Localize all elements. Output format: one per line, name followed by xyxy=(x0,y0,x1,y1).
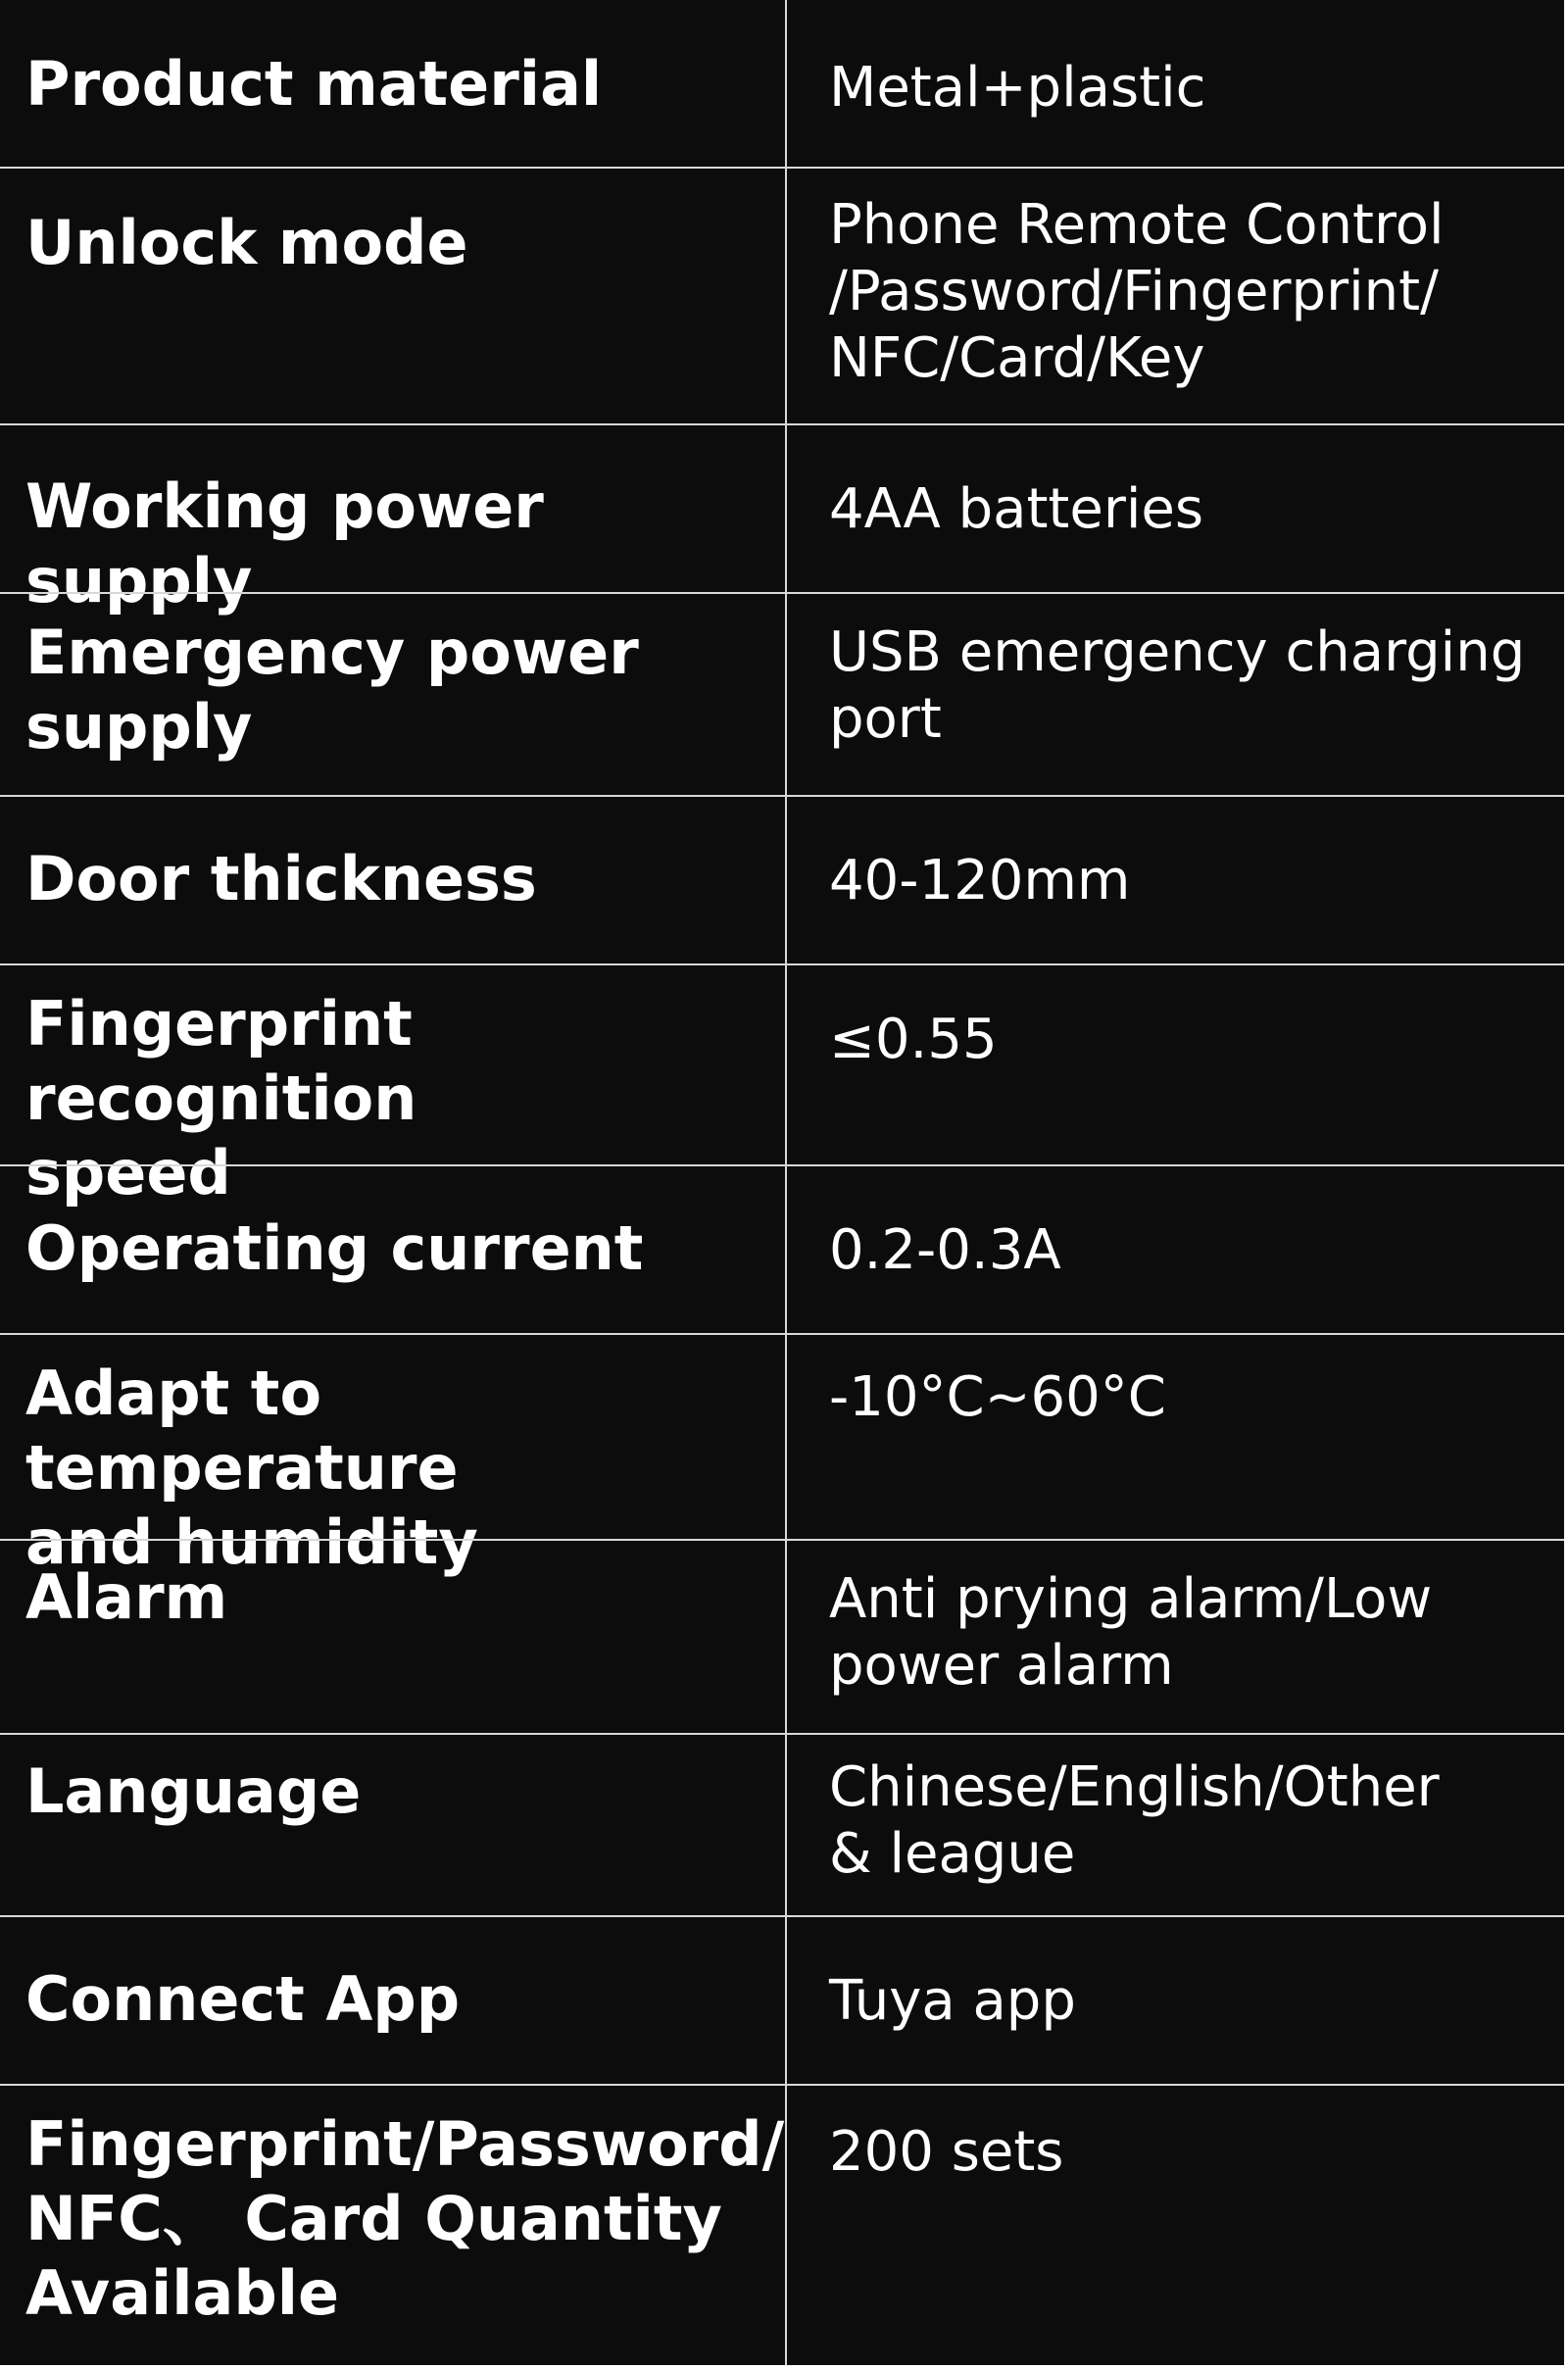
spec-label: Alarm xyxy=(25,1561,228,1633)
spec-row-product-material xyxy=(0,0,1564,167)
spec-label: Fingerprint/Password/ NFC、 Card Quantity Available xyxy=(25,2108,785,2329)
spec-value: Anti prying alarm/Low power alarm xyxy=(829,1567,1433,1698)
spec-row-operating-current xyxy=(0,1164,1564,1333)
spec-value: USB emergency charging port xyxy=(829,620,1526,751)
spec-label: Emergency power supply xyxy=(25,617,639,763)
spec-value: Chinese/English/Other & league xyxy=(829,1755,1440,1886)
spec-label: Working power supply xyxy=(25,470,544,617)
spec-row-fingerprint-speed xyxy=(0,963,1564,1209)
spec-value: 40-120mm xyxy=(829,849,1131,913)
spec-row-unlock-mode xyxy=(0,167,1564,423)
spec-label: Operating current xyxy=(25,1212,644,1284)
spec-row-language xyxy=(0,1733,1564,1915)
spec-label: Adapt to temperature and humidity xyxy=(25,1357,478,1578)
spec-row-working-power xyxy=(0,423,1564,617)
spec-value: 4AA batteries xyxy=(829,477,1204,541)
spec-row-alarm xyxy=(0,1539,1564,1733)
spec-label: Door thickness xyxy=(25,843,537,914)
spec-row-capacity xyxy=(0,2084,1564,2365)
spec-row-temperature xyxy=(0,1333,1564,1578)
spec-label: Unlock mode xyxy=(25,207,468,278)
spec-label: Fingerprint recognition speed xyxy=(25,988,417,1209)
spec-value: Phone Remote Control /Password/Fingerprint/ NFC/Card/Key xyxy=(829,193,1445,390)
spec-value: 200 sets xyxy=(829,2120,1064,2184)
spec-row-emergency-power xyxy=(0,592,1564,795)
spec-row-door-thickness xyxy=(0,795,1564,963)
spec-label: Connect App xyxy=(25,1963,461,2035)
spec-value: Tuya app xyxy=(829,1969,1076,2033)
spec-value: 0.2-0.3A xyxy=(829,1218,1061,1282)
spec-value: ≤0.55 xyxy=(829,1008,998,1071)
spec-value: -10°C~60°C xyxy=(829,1365,1166,1429)
spec-value: Metal+plastic xyxy=(829,56,1206,120)
spec-label: Product material xyxy=(25,48,603,120)
spec-label: Language xyxy=(25,1755,362,1827)
spec-row-connect-app xyxy=(0,1915,1564,2084)
